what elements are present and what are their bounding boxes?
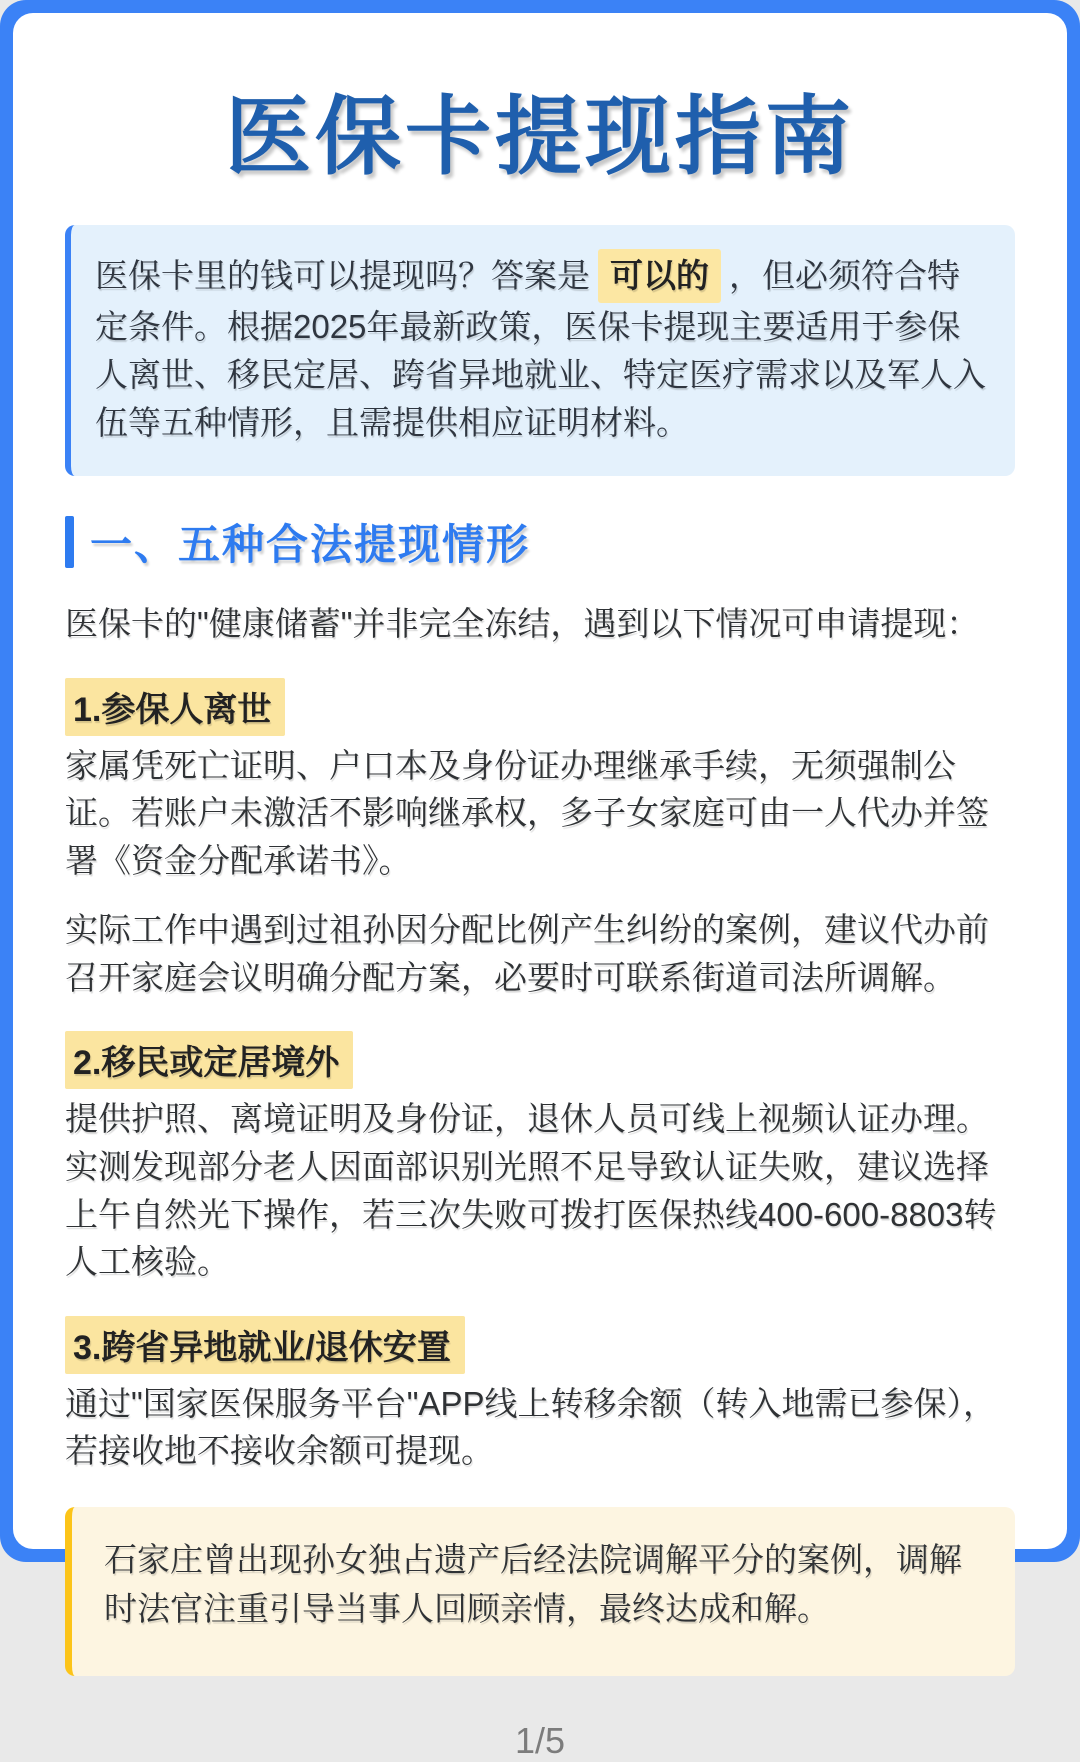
- highlight-keyword: 可以的: [598, 249, 721, 303]
- page-title: 医保卡提现指南: [225, 89, 855, 185]
- item-1-title: 1.参保人离世: [65, 678, 285, 736]
- list-item: [65, 1023, 1015, 1285]
- page-indicator: 1/5: [514, 1719, 566, 1761]
- item-3-paragraph-1: 通过"国家医保服务平台"APP线上转移余额（转入地需已参保），若接收地不接收余额可提现。: [65, 1384, 996, 1470]
- section-lead: 医保卡的"健康储蓄"并非完全冻结，遇到以下情况可申请提现：: [65, 605, 980, 643]
- item-2-title: 2.移民或定居境外: [65, 1031, 353, 1089]
- item-1-paragraph-2: 实际工作中遇到过祖孙因分配比例产生纠纷的案例，建议代办前召开家庭会议明确分配方案，必要时可联系街道司法所调解。: [65, 911, 989, 996]
- note-box: [65, 1507, 1015, 1676]
- item-1-paragraph-1: 家属凭死亡证明、户口本及身份证办理继承手续，无须强制公证。若账户未激活不影响继承权，多子女家庭可由一人代办并签署《资金分配承诺书》。: [65, 746, 989, 879]
- page-card: [13, 13, 1067, 1761]
- list-item: [65, 1308, 1015, 1475]
- item-3-title: 3.跨省异地就业/退休安置: [65, 1316, 465, 1374]
- note-text: 石家庄曾出现孙女独占遗产后经法院调解平分的案例，调解时法官注重引导当事人回顾亲情，最终达成和解。: [104, 1540, 962, 1628]
- section-heading: [65, 512, 1015, 572]
- section-heading-bar: [65, 516, 74, 568]
- section-heading-text: 一、五种合法提现情形: [90, 521, 531, 569]
- intro-box: [65, 225, 1015, 476]
- intro-text-pre: 医保卡里的钱可以提现吗？答案是: [95, 257, 590, 294]
- item-2-paragraph-1: 提供护照、离境证明及身份证，退休人员可线上视频认证办理。实测发现部分老人因面部识别光照不足导致认证失败，建议选择上午自然光下操作，若三次失败可拨打医保热线400-600-8803转人工核验。: [65, 1100, 997, 1281]
- list-item: [65, 670, 1015, 1002]
- intro-text-post: ，但必须符合特定条件。根据2025年最新政策，医保卡提现主要适用于参保人离世、移民定居、跨省异地就业、特定医疗需求以及军人入伍等五种情形，且需提供相应证明材料。: [95, 257, 986, 441]
